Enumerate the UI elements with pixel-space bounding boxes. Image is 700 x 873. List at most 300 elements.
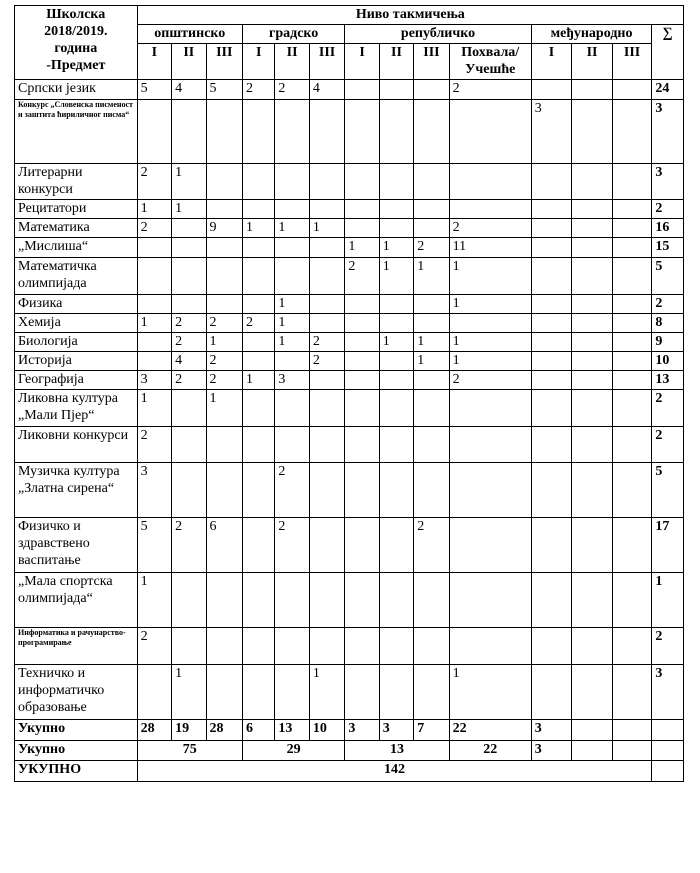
result-cell <box>379 352 413 371</box>
result-cell <box>572 518 613 573</box>
result-cell <box>172 100 206 164</box>
result-cell <box>242 463 274 518</box>
subject-name: „Мала спортска олимпијада“ <box>15 573 138 628</box>
result-cell <box>242 352 274 371</box>
subject-rows <box>15 80 684 720</box>
result-cell <box>449 628 531 665</box>
result-cell <box>612 390 652 427</box>
result-cell: 2 <box>309 333 344 352</box>
result-cell: 6 <box>206 518 242 573</box>
result-cell <box>379 219 413 238</box>
result-cell <box>612 333 652 352</box>
result-cell <box>242 258 274 295</box>
level-opstinsko: општинско <box>137 25 242 44</box>
result-cell <box>309 628 344 665</box>
result-cell <box>572 333 613 352</box>
result-cell <box>345 164 379 200</box>
result-cell <box>242 333 274 352</box>
row-sum: 2 <box>652 628 684 665</box>
result-cell <box>345 518 379 573</box>
row-sum: 2 <box>652 427 684 463</box>
subject-name: Физичко и здравствено васпитање <box>15 518 138 573</box>
table-row <box>15 518 684 573</box>
result-cell <box>612 371 652 390</box>
total-cell: 28 <box>137 720 171 741</box>
row-sum: 9 <box>652 333 684 352</box>
subject-name: Информатика и рачунарство-програмирање <box>15 628 138 665</box>
result-cell <box>242 628 274 665</box>
place-header: I <box>242 44 274 80</box>
result-cell <box>531 238 572 258</box>
result-cell <box>206 200 242 219</box>
result-cell <box>379 164 413 200</box>
row-sum: 1 <box>652 573 684 628</box>
result-cell: 1 <box>137 314 171 333</box>
result-cell <box>449 463 531 518</box>
table-row <box>15 352 684 371</box>
result-cell <box>572 371 613 390</box>
result-cell <box>612 573 652 628</box>
result-cell: 2 <box>309 352 344 371</box>
result-cell <box>612 219 652 238</box>
totals-row <box>15 720 684 741</box>
total-cell: 10 <box>309 720 344 741</box>
result-cell: 2 <box>206 314 242 333</box>
place-header: III <box>206 44 242 80</box>
subject-name: Српски језик <box>15 80 138 100</box>
result-cell <box>572 100 613 164</box>
empty-cell <box>652 741 684 761</box>
group-total-republicko: 13 <box>345 741 449 761</box>
result-cell: 2 <box>172 371 206 390</box>
row-sum: 3 <box>652 665 684 720</box>
table-row <box>15 314 684 333</box>
subject-name: Географија <box>15 371 138 390</box>
result-cell: 5 <box>206 80 242 100</box>
result-cell: 2 <box>137 219 171 238</box>
result-cell <box>345 628 379 665</box>
result-cell <box>379 371 413 390</box>
result-cell: 1 <box>172 665 206 720</box>
result-cell <box>345 80 379 100</box>
result-cell: 4 <box>172 352 206 371</box>
place-header: I <box>345 44 379 80</box>
result-cell <box>414 164 449 200</box>
result-cell <box>449 518 531 573</box>
result-cell: 1 <box>206 390 242 427</box>
row-sum: 3 <box>652 164 684 200</box>
result-cell <box>242 427 274 463</box>
subject-name: Конкурс „Словенска писменост и заштита ћириличног писма“ <box>15 100 138 164</box>
subject-name: Техничко и информатичко образовање <box>15 665 138 720</box>
result-cell <box>531 258 572 295</box>
result-cell <box>572 164 613 200</box>
result-cell <box>275 665 309 720</box>
result-cell <box>449 164 531 200</box>
place-header: II <box>275 44 309 80</box>
result-cell <box>345 100 379 164</box>
result-cell <box>414 665 449 720</box>
result-cell <box>449 390 531 427</box>
result-cell <box>379 314 413 333</box>
result-cell <box>345 573 379 628</box>
result-cell <box>345 665 379 720</box>
result-cell <box>414 295 449 314</box>
total-cell <box>612 720 652 741</box>
result-cell: 2 <box>414 518 449 573</box>
result-cell: 2 <box>242 314 274 333</box>
total-cell: 3 <box>345 720 379 741</box>
table-row <box>15 390 684 427</box>
table-row <box>15 219 684 238</box>
total-cell: 19 <box>172 720 206 741</box>
result-cell <box>137 665 171 720</box>
row-sum: 16 <box>652 219 684 238</box>
result-cell <box>531 333 572 352</box>
subject-name: Музичка култура „Златна сирена“ <box>15 463 138 518</box>
result-cell <box>137 238 171 258</box>
corner-line-2: 2018/2019. <box>44 24 108 39</box>
subject-name: Математичка олимпијада <box>15 258 138 295</box>
result-cell <box>449 314 531 333</box>
result-cell <box>449 200 531 219</box>
result-cell: 11 <box>449 238 531 258</box>
result-cell: 2 <box>172 333 206 352</box>
result-cell: 1 <box>172 200 206 219</box>
result-cell <box>172 628 206 665</box>
result-cell <box>572 238 613 258</box>
result-cell <box>242 295 274 314</box>
grand-total-row <box>15 761 684 782</box>
result-cell <box>612 665 652 720</box>
corner-line-3: година <box>54 41 98 56</box>
result-cell <box>345 427 379 463</box>
result-cell <box>612 100 652 164</box>
result-cell <box>572 295 613 314</box>
sum-header: ∑ <box>652 25 684 80</box>
grand-total-value: 142 <box>137 761 652 782</box>
result-cell <box>414 573 449 628</box>
result-cell <box>379 390 413 427</box>
result-cell <box>309 295 344 314</box>
result-cell <box>572 80 613 100</box>
group-total-opstinsko: 75 <box>137 741 242 761</box>
result-cell <box>206 258 242 295</box>
result-cell <box>612 518 652 573</box>
subject-name: Ликовни конкурси <box>15 427 138 463</box>
result-cell <box>531 200 572 219</box>
result-cell <box>379 628 413 665</box>
results-table-wrapper <box>14 5 684 782</box>
result-cell: 3 <box>137 463 171 518</box>
result-cell <box>414 314 449 333</box>
place-header: III <box>612 44 652 80</box>
corner-line-4: -Предмет <box>46 58 106 73</box>
result-cell: 1 <box>309 219 344 238</box>
result-cell <box>137 333 171 352</box>
result-cell: 1 <box>414 258 449 295</box>
result-cell: 2 <box>449 371 531 390</box>
result-cell <box>572 573 613 628</box>
table-row <box>15 80 684 100</box>
result-cell: 2 <box>414 238 449 258</box>
result-cell: 5 <box>137 518 171 573</box>
table-row <box>15 371 684 390</box>
result-cell <box>531 463 572 518</box>
result-cell <box>414 371 449 390</box>
result-cell <box>137 258 171 295</box>
result-cell <box>345 390 379 427</box>
row-sum: 5 <box>652 258 684 295</box>
result-cell <box>572 390 613 427</box>
result-cell: 9 <box>206 219 242 238</box>
table-row <box>15 427 684 463</box>
result-cell: 3 <box>137 371 171 390</box>
row-sum: 2 <box>652 390 684 427</box>
result-cell <box>612 427 652 463</box>
result-cell <box>449 100 531 164</box>
result-cell: 2 <box>449 80 531 100</box>
result-cell: 3 <box>531 100 572 164</box>
result-cell: 1 <box>449 258 531 295</box>
empty-cell <box>572 741 613 761</box>
result-cell <box>379 200 413 219</box>
result-cell <box>612 463 652 518</box>
result-cell: 1 <box>379 258 413 295</box>
row-sum: 10 <box>652 352 684 371</box>
result-cell <box>531 314 572 333</box>
subject-name: Ликовна култура „Мали Пјер“ <box>15 390 138 427</box>
table-row <box>15 100 684 164</box>
result-cell <box>379 573 413 628</box>
result-cell <box>309 200 344 219</box>
result-cell: 1 <box>242 371 274 390</box>
table-row <box>15 258 684 295</box>
result-cell <box>345 295 379 314</box>
place-header: I <box>531 44 572 80</box>
result-cell: 2 <box>172 518 206 573</box>
result-cell <box>612 200 652 219</box>
place-header: II <box>379 44 413 80</box>
result-cell <box>531 628 572 665</box>
level-medjunarodno: међународно <box>531 25 652 44</box>
result-cell <box>206 164 242 200</box>
row-sum: 17 <box>652 518 684 573</box>
result-cell: 1 <box>137 390 171 427</box>
pohvala-header: Похвала/ Учешће <box>449 44 531 80</box>
result-cell <box>242 390 274 427</box>
result-cell <box>172 390 206 427</box>
result-cell: 2 <box>275 80 309 100</box>
result-cell: 1 <box>275 295 309 314</box>
corner-header-cell <box>15 6 138 80</box>
result-cell <box>275 164 309 200</box>
result-cell <box>206 463 242 518</box>
result-cell <box>242 665 274 720</box>
subject-name: Биологија <box>15 333 138 352</box>
result-cell <box>379 100 413 164</box>
result-cell <box>172 258 206 295</box>
result-cell <box>137 352 171 371</box>
result-cell: 1 <box>309 665 344 720</box>
empty-cell <box>612 741 652 761</box>
result-cell <box>172 573 206 628</box>
subject-name: Физика <box>15 295 138 314</box>
result-cell <box>309 573 344 628</box>
result-cell: 2 <box>137 164 171 200</box>
total-cell: 22 <box>449 720 531 741</box>
result-cell <box>379 665 413 720</box>
row-sum: 5 <box>652 463 684 518</box>
result-cell: 1 <box>379 238 413 258</box>
result-cell <box>531 164 572 200</box>
subject-name: Рецитатори <box>15 200 138 219</box>
result-cell <box>414 80 449 100</box>
subject-name: Литерарни конкурси <box>15 164 138 200</box>
total-cell: 28 <box>206 720 242 741</box>
result-cell <box>137 295 171 314</box>
result-cell <box>309 463 344 518</box>
result-cell: 2 <box>172 314 206 333</box>
result-cell: 5 <box>137 80 171 100</box>
result-cell <box>172 295 206 314</box>
result-cell <box>531 371 572 390</box>
grand-total-label: УКУПНО <box>15 761 138 782</box>
table-row <box>15 628 684 665</box>
result-cell: 1 <box>449 352 531 371</box>
result-cell <box>309 371 344 390</box>
result-cell <box>172 427 206 463</box>
subject-name: Хемија <box>15 314 138 333</box>
result-cell <box>137 100 171 164</box>
result-cell: 1 <box>206 333 242 352</box>
result-cell <box>242 100 274 164</box>
result-cell <box>572 200 613 219</box>
total-cell <box>572 720 613 741</box>
result-cell <box>572 314 613 333</box>
result-cell <box>531 219 572 238</box>
result-cell <box>206 573 242 628</box>
result-cell <box>414 628 449 665</box>
result-cell <box>414 427 449 463</box>
group-total-gradsko: 29 <box>242 741 344 761</box>
result-cell <box>572 219 613 238</box>
result-cell: 1 <box>379 333 413 352</box>
result-cell: 1 <box>449 295 531 314</box>
result-cell <box>206 427 242 463</box>
total-cell: 6 <box>242 720 274 741</box>
result-cell <box>345 371 379 390</box>
row-sum: 24 <box>652 80 684 100</box>
table-row <box>15 333 684 352</box>
result-cell: 1 <box>345 238 379 258</box>
place-header: III <box>309 44 344 80</box>
result-cell <box>612 80 652 100</box>
result-cell <box>531 427 572 463</box>
row-sum: 15 <box>652 238 684 258</box>
corner-line-1: Школска <box>46 7 106 22</box>
result-cell <box>242 164 274 200</box>
result-cell <box>275 258 309 295</box>
result-cell <box>531 390 572 427</box>
result-cell <box>612 238 652 258</box>
result-cell: 2 <box>137 628 171 665</box>
result-cell <box>531 573 572 628</box>
result-cell <box>242 573 274 628</box>
result-cell: 1 <box>137 200 171 219</box>
result-cell <box>612 164 652 200</box>
result-cell <box>172 219 206 238</box>
result-cell <box>572 258 613 295</box>
result-cell <box>309 238 344 258</box>
result-cell <box>531 665 572 720</box>
result-cell: 2 <box>206 371 242 390</box>
result-cell: 3 <box>275 371 309 390</box>
place-header: II <box>172 44 206 80</box>
result-cell <box>612 314 652 333</box>
result-cell <box>275 427 309 463</box>
result-cell <box>275 200 309 219</box>
result-cell <box>449 573 531 628</box>
result-cell <box>275 238 309 258</box>
result-cell <box>206 100 242 164</box>
row-sum: 3 <box>652 100 684 164</box>
result-cell <box>414 463 449 518</box>
table-row <box>15 238 684 258</box>
result-cell: 2 <box>275 463 309 518</box>
group-totals-label: Укупно <box>15 741 138 761</box>
place-header: III <box>414 44 449 80</box>
level-republicko: републичко <box>345 25 531 44</box>
result-cell <box>414 100 449 164</box>
result-cell <box>572 665 613 720</box>
result-cell <box>414 219 449 238</box>
result-cell <box>379 427 413 463</box>
result-cell: 1 <box>275 219 309 238</box>
row-sum: 2 <box>652 295 684 314</box>
result-cell: 1 <box>275 333 309 352</box>
row-sum: 8 <box>652 314 684 333</box>
result-cell <box>572 463 613 518</box>
competition-results-table <box>14 5 684 782</box>
result-cell: 1 <box>414 352 449 371</box>
result-cell: 1 <box>449 665 531 720</box>
result-cell: 2 <box>137 427 171 463</box>
result-cell <box>612 258 652 295</box>
result-cell <box>275 390 309 427</box>
result-cell <box>572 427 613 463</box>
result-cell <box>414 200 449 219</box>
result-cell <box>206 295 242 314</box>
total-cell: 3 <box>531 720 572 741</box>
result-cell: 2 <box>345 258 379 295</box>
result-cell <box>379 295 413 314</box>
place-header: I <box>137 44 171 80</box>
result-cell: 2 <box>242 80 274 100</box>
result-cell <box>309 258 344 295</box>
result-cell <box>345 463 379 518</box>
result-cell <box>572 352 613 371</box>
result-cell: 2 <box>275 518 309 573</box>
result-cell <box>206 628 242 665</box>
result-cell <box>379 80 413 100</box>
result-cell <box>612 352 652 371</box>
table-row <box>15 463 684 518</box>
result-cell <box>172 238 206 258</box>
row-sum: 2 <box>652 200 684 219</box>
table-row <box>15 665 684 720</box>
subject-name: „Мислиша“ <box>15 238 138 258</box>
